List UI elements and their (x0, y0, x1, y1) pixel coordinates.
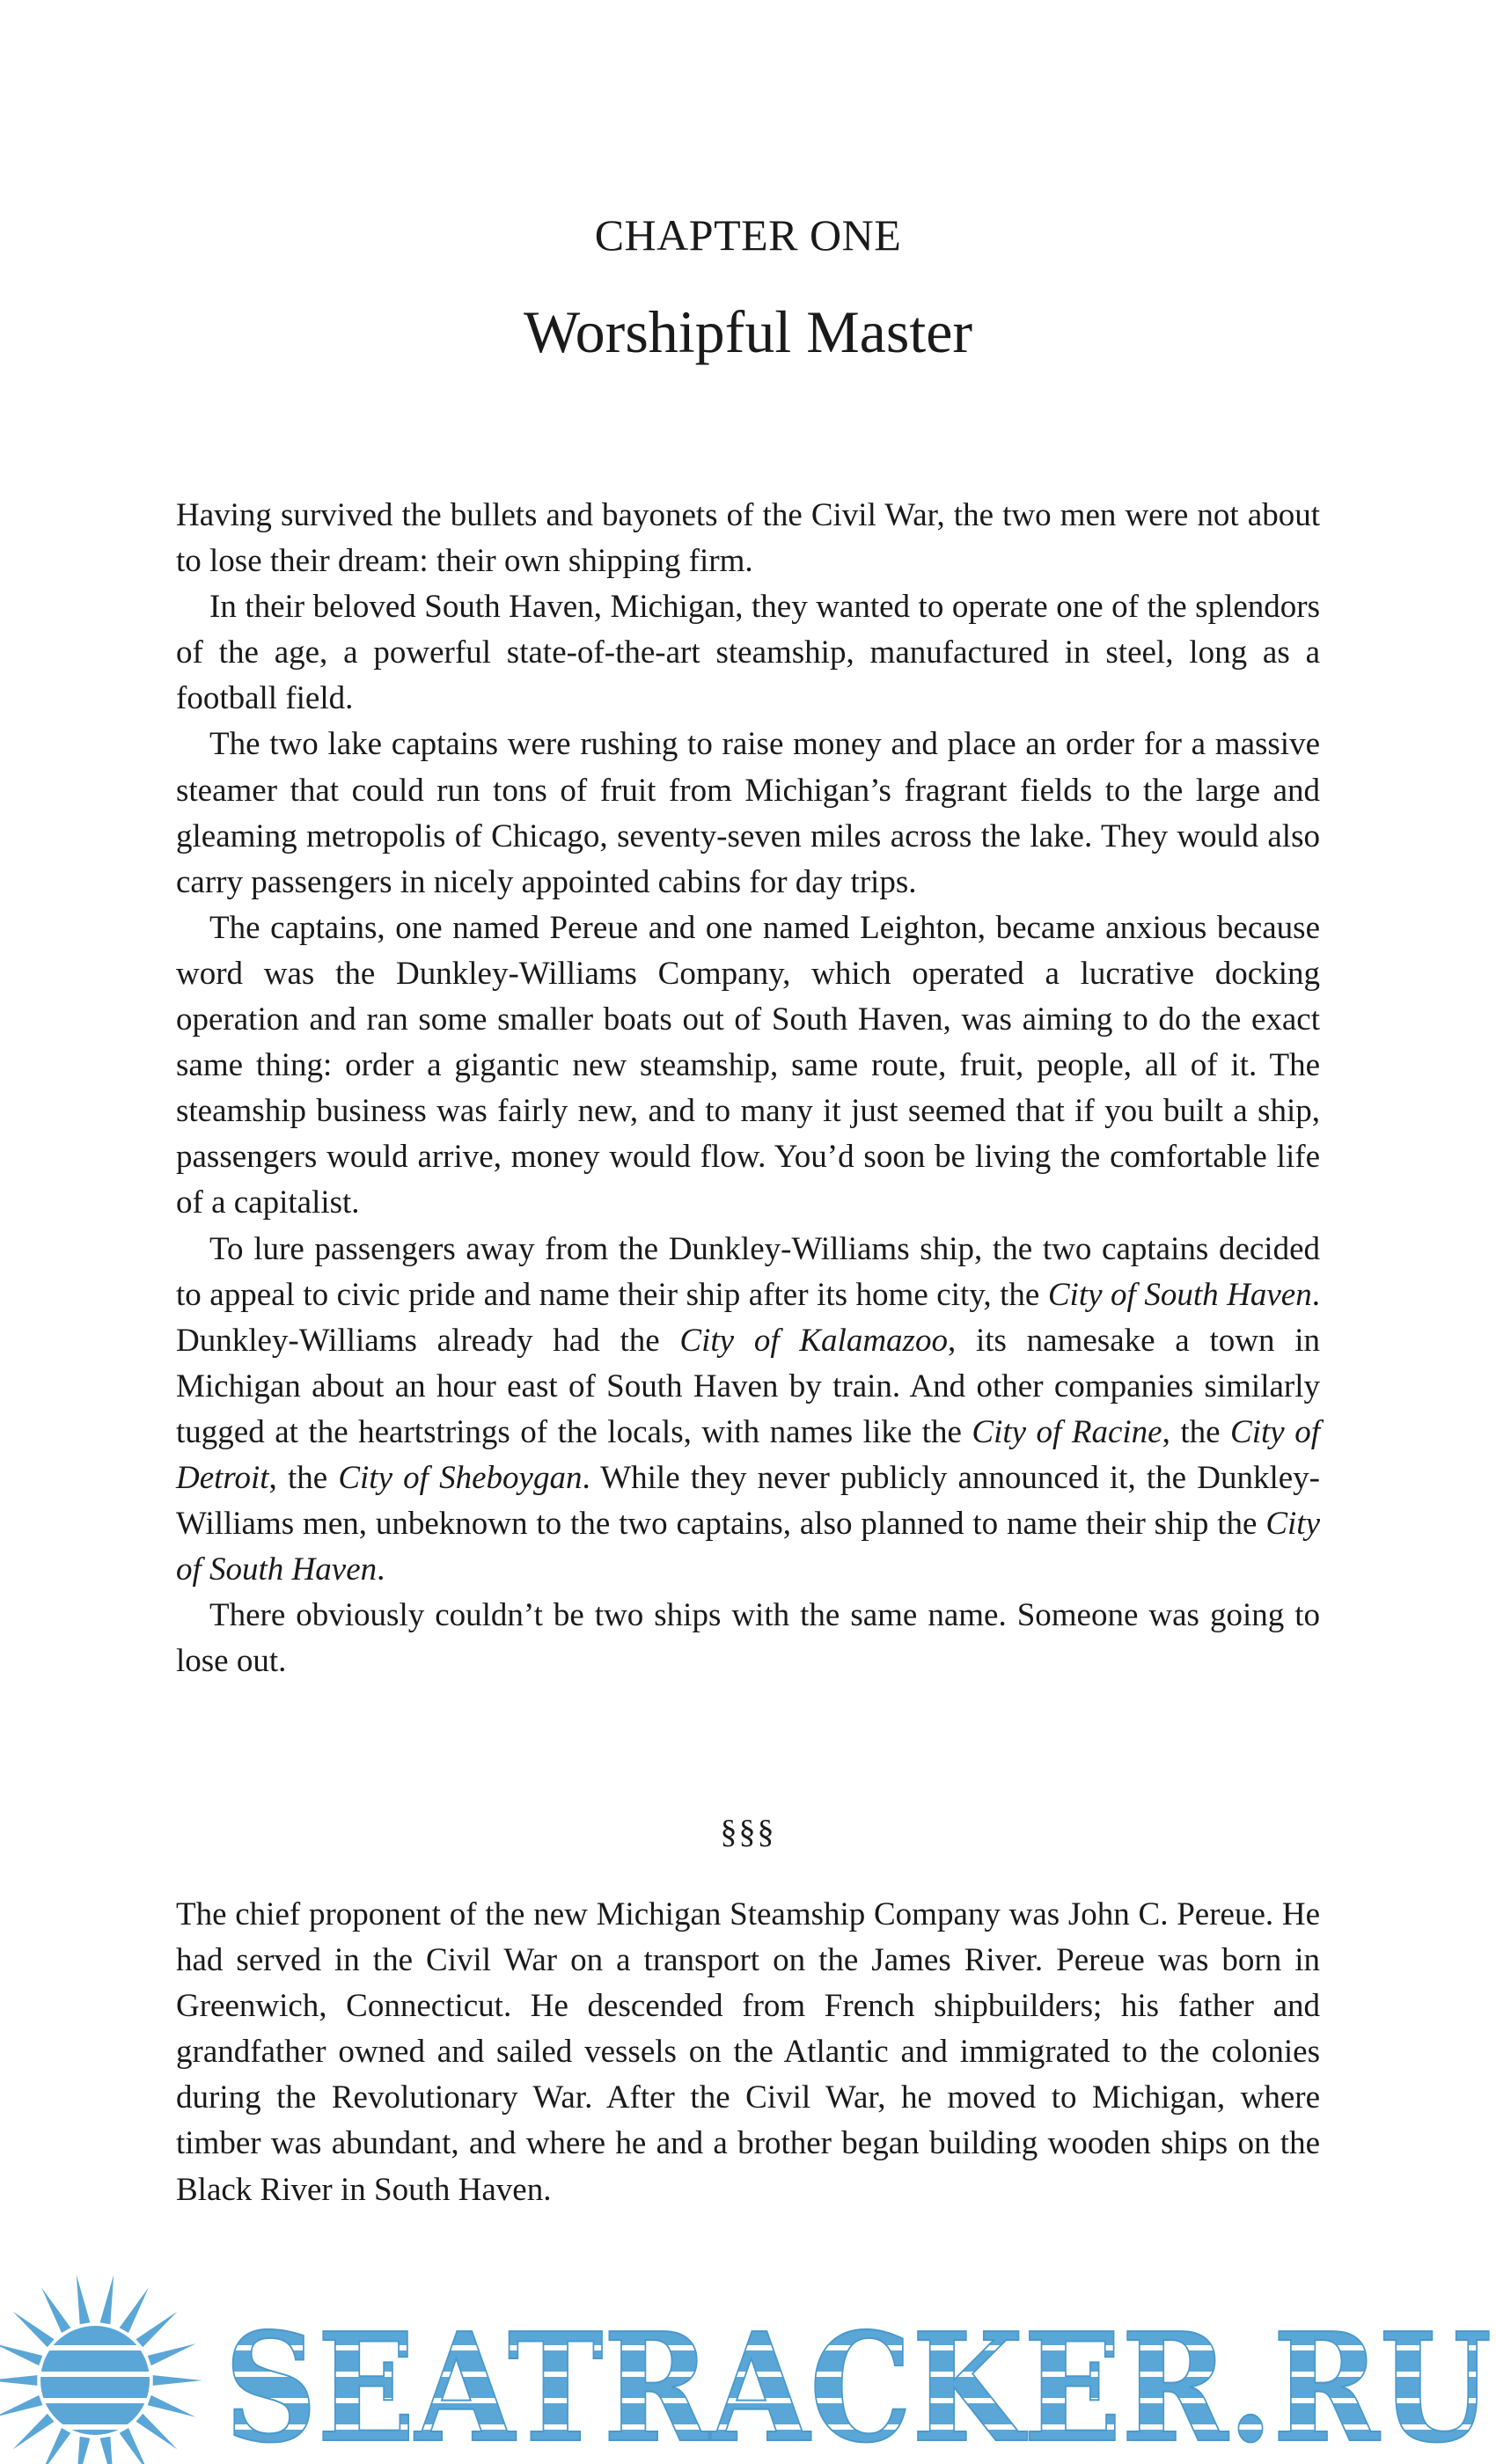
sun-ray (100, 2275, 114, 2324)
sun-ray (120, 2428, 149, 2464)
sun-ray (153, 2375, 202, 2386)
sun-ray (0, 2395, 42, 2417)
text-run: Having survived the bullets and bayonets of the Civil War, the two men were not about to lose their dream: their own shipping firm. (176, 497, 1320, 580)
section-divider: §§§ (720, 1814, 776, 1851)
sun-ray (0, 2343, 42, 2365)
sun-ray (120, 2287, 149, 2333)
watermark-logo (0, 2248, 1496, 2464)
text-run: There obviously couldn’t be two ships with the same name. Someone was going to lose out. (176, 1597, 1320, 1680)
ship-name: City of Detroit (176, 1413, 1320, 1496)
paragraph (176, 1892, 1320, 2213)
chapter-number: CHAPTER ONE (594, 210, 902, 260)
paragraph (176, 1227, 1320, 1594)
sun-ray (100, 2437, 114, 2464)
text-run: , the (268, 1459, 339, 1496)
text-run: To lure passengers away from the Dunkley-Williams ship, the two captains decided to appeal to civic pride and name their ship after its home city, the (176, 1230, 1320, 1313)
paragraph (176, 584, 1320, 722)
sun-ray (13, 2312, 55, 2348)
body-section-two (176, 1892, 1320, 2213)
text-run: . Dunkley-Williams already had the (176, 1276, 1320, 1359)
sun-ray (0, 2375, 37, 2386)
body-section-one (176, 493, 1320, 1684)
sun-ray (13, 2414, 55, 2450)
sun-ray (136, 2312, 178, 2348)
ship-name: City of South Haven (176, 1506, 1320, 1588)
chapter-title: Worshipful Master (523, 298, 973, 365)
ship-name: City of Sheboygan (338, 1459, 583, 1496)
text-run: . (377, 1551, 385, 1588)
text-run: The chief proponent of the new Michigan Steamship Company was John C. Pereue. He had served in the Civil War on a transport on the James River. Pereue was born in Greenwich, Connecticut. He descended from French shipbuilders; his father and grandfather owned and sailed vessels on the Atlantic and immigrated to the colonies during the Revolutionary War. After the Civil War, he moved to Michigan, where timber was abundant, and where he and a brother began building wooden ships on the Black River in South Haven. (176, 1896, 1320, 2208)
sun-ray (136, 2414, 178, 2450)
text-run: . While they never publicly announced it, the Dunkley-Williams men, unbeknown to the two captains, also planned to name their ship the (176, 1459, 1321, 1543)
sun-disc (40, 2326, 150, 2435)
text-run: , the (1162, 1413, 1231, 1450)
ship-name: City of Kalamazoo (679, 1322, 948, 1359)
paragraph (176, 722, 1320, 905)
paragraph (176, 1593, 1320, 1684)
sun-ray (148, 2343, 196, 2365)
sun-icon (0, 2275, 202, 2464)
sun-ray (41, 2428, 70, 2464)
paragraph (176, 906, 1320, 1227)
paragraph (176, 493, 1320, 584)
text-run: , its namesake a town in Michigan about an hour east of South Haven by train. And other companies similarly tugged at the heartstrings of the locals, with names like the (176, 1322, 1320, 1450)
sun-ray (77, 2437, 91, 2464)
sun-ray (148, 2395, 196, 2417)
sun-ray (77, 2275, 91, 2324)
text-run: The captains, one named Pereue and one named Leighton, became anxious because word was the Dunkley-Williams Company, which operated a lucrative docking operation and ran some smaller boats out of South Haven, was aiming to do the exact same thing: order a gigantic new steamship, same route, fruit, people, all of it. The steamship business was fairly new, and to many it just seemed that if you built a ship, passengers would arrive, money would flow. You’d soon be living the comfortable life of a capitalist. (176, 909, 1320, 1221)
ship-name: City of Racine (972, 1413, 1162, 1450)
watermark-text: SEATRACKER.RU (224, 2300, 1492, 2464)
text-run: The two lake captains were rushing to raise money and place an order for a massive steamer that could run tons of fruit from Michigan’s fragrant fields to the large and gleaming metropolis of Chicago, seventy-seven miles across the lake. They would also carry passengers in nicely appointed cabins for day trips. (176, 726, 1320, 900)
text-run: In their beloved South Haven, Michigan, they wanted to operate one of the splendors of the age, a powerful state-of-the-art steamship, manufactured in steel, long as a football field. (176, 589, 1320, 717)
ship-name: City of South Haven (1047, 1276, 1312, 1313)
sun-ray (41, 2287, 70, 2333)
